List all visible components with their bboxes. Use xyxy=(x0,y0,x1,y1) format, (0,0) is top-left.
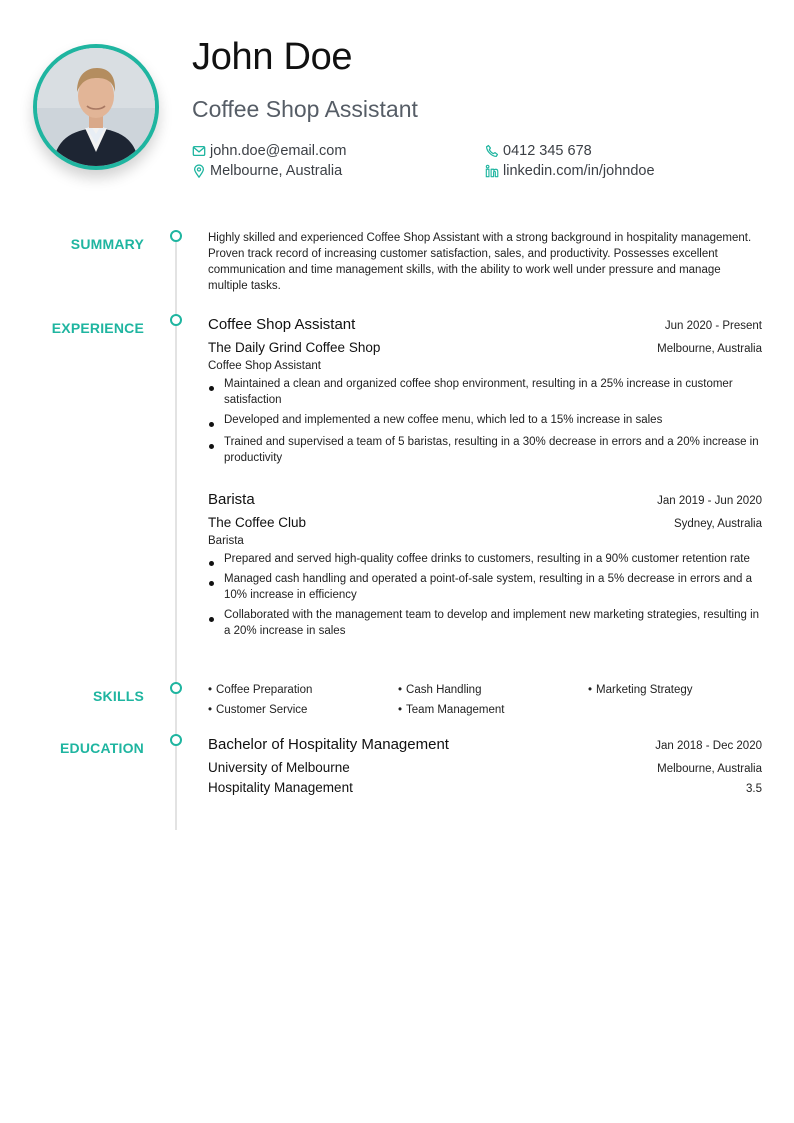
contact-phone[interactable] xyxy=(485,143,592,159)
job-role: Barista xyxy=(208,491,255,508)
linkedin-text: linkedin.com/in/johndoe xyxy=(503,163,655,179)
job-location: Melbourne, Australia xyxy=(657,343,762,355)
job-subtitle: Barista xyxy=(208,535,244,547)
school: University of Melbourne xyxy=(208,760,350,775)
bullet-item: Trained and supervised a team of 5 baristas, resulting in a 30% decrease in errors and a 20% increase in productivity xyxy=(208,434,762,466)
section-heading-summary: SUMMARY xyxy=(70,236,144,252)
section-heading-education: EDUCATION xyxy=(60,740,144,756)
linkedin-icon xyxy=(485,164,499,178)
experience-item xyxy=(208,316,762,466)
phone-icon xyxy=(485,144,499,158)
mail-icon xyxy=(192,144,206,158)
degree: Bachelor of Hospitality Management xyxy=(208,736,449,753)
contact-location xyxy=(192,163,342,179)
school-location: Melbourne, Australia xyxy=(657,763,762,775)
timeline-dot-experience xyxy=(170,314,182,326)
timeline-dot-skills xyxy=(170,682,182,694)
job-role: Coffee Shop Assistant xyxy=(208,316,356,333)
bullet-item: Collaborated with the management team to develop and implement new marketing strategies, resulting in a 20% increase in sales xyxy=(208,607,762,639)
skill-item: • Customer Service xyxy=(208,702,398,718)
bullet-item: Managed cash handling and operated a point-of-sale system, resulting in a 5% decrease in errors and a 10% increase in efficiency xyxy=(208,571,762,603)
section-heading-experience: EXPERIENCE xyxy=(51,320,144,336)
bullet-item: Prepared and served high-quality coffee drinks to customers, resulting in a 90% customer retention rate xyxy=(208,551,762,567)
location-pin-icon xyxy=(192,164,206,178)
job-bullets xyxy=(208,551,762,639)
education-item xyxy=(208,736,762,795)
job-location: Sydney, Australia xyxy=(673,518,762,530)
candidate-title: Coffee Shop Assistant xyxy=(192,96,418,122)
bullet-item: Developed and implemented a new coffee menu, which led to a 15% increase in sales xyxy=(208,412,762,428)
education-dates: Jan 2018 - Dec 2020 xyxy=(655,740,762,752)
job-dates: Jun 2020 - Present xyxy=(664,320,762,332)
job-company: The Coffee Club xyxy=(208,515,307,530)
job-subtitle: Coffee Shop Assistant xyxy=(208,360,321,372)
experience-item xyxy=(208,491,762,639)
skill-item: • Team Management xyxy=(398,702,588,718)
summary-section xyxy=(208,230,762,294)
contact-email[interactable] xyxy=(192,143,346,159)
gpa: 3.5 xyxy=(746,783,762,795)
candidate-name: John Doe xyxy=(192,36,353,78)
portrait-image xyxy=(37,48,155,166)
job-company: The Daily Grind Coffee Shop xyxy=(208,340,381,355)
skills-section xyxy=(208,682,762,718)
email-text: john.doe@email.com xyxy=(210,143,347,159)
skill-item: • Cash Handling xyxy=(398,682,588,698)
job-bullets xyxy=(208,376,762,466)
location-text: Melbourne, Australia xyxy=(210,163,343,179)
summary-text: Highly skilled and experienced Coffee Shop Assistant with a strong background in hospitality management. Proven track record of increasing customer satisfaction, sales, and productivity. Possesses excellent communication and time management skills, with the ability to work well under pressure and manage multiple tasks. xyxy=(208,232,752,292)
field-of-study: Hospitality Management xyxy=(208,780,353,795)
section-heading-skills: SKILLS xyxy=(93,688,144,704)
timeline-dot-education xyxy=(170,734,182,746)
profile-photo xyxy=(33,44,159,170)
job-dates: Jan 2019 - Jun 2020 xyxy=(657,495,762,507)
contact-linkedin[interactable] xyxy=(485,163,655,179)
bullet-item: Maintained a clean and organized coffee shop environment, resulting in a 25% increase in customer satisfaction xyxy=(208,376,762,408)
skill-item: • Coffee Preparation xyxy=(208,682,398,698)
timeline-dot-summary xyxy=(170,230,182,242)
phone-text: 0412 345 678 xyxy=(503,143,592,159)
skill-item: • Marketing Strategy xyxy=(588,682,762,698)
